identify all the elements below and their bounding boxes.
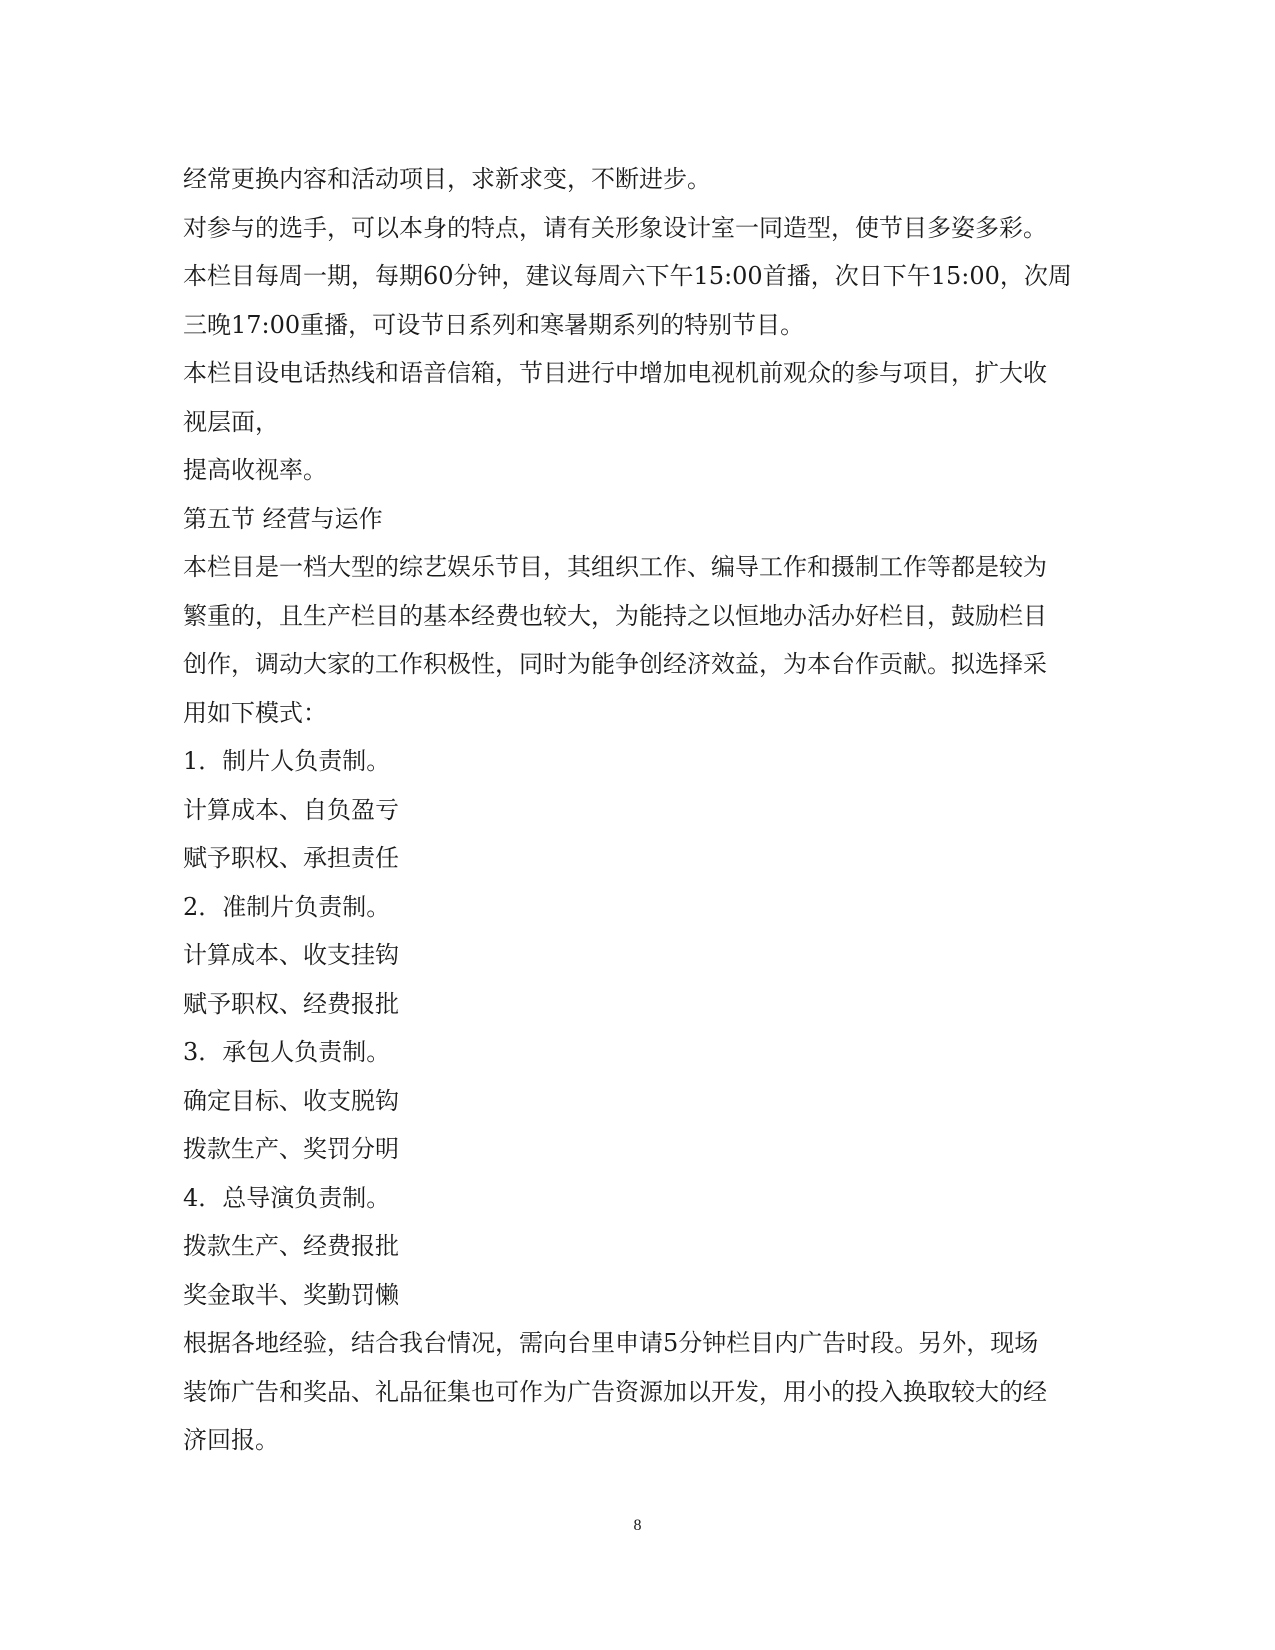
- text-line: 提高收视率。: [183, 456, 327, 484]
- text-line: 经常更换内容和活动项目，求新求变，不断进步。: [183, 165, 711, 193]
- text-line: 本栏目是一档大型的综艺娱乐节目，其组织工作、编导工作和摄制工作等都是较为: [183, 553, 1047, 581]
- text-line: 用如下模式：: [183, 698, 327, 727]
- list-item-heading: 4．总导演负责制。: [183, 1183, 391, 1212]
- text-line: 奖金取半、奖勤罚懒: [183, 1280, 399, 1309]
- text-line: 赋予职权、承担责任: [183, 844, 399, 872]
- text-line: 拨款生产、经费报批: [183, 1232, 399, 1260]
- text-line: 三晚17:00重播，可设节日系列和寒暑期系列的特别节目。: [183, 310, 805, 339]
- text-line: 对参与的选手，可以本身的特点，请有关形象设计室一同造型，使节目多姿多彩。: [183, 213, 1047, 242]
- text-line: 繁重的，且生产栏目的基本经费也较大，为能持之以恒地办活办好栏目，鼓励栏目: [183, 601, 1047, 630]
- document-body: [183, 155, 1083, 1465]
- text-line: 拨款生产、奖罚分明: [183, 1135, 399, 1163]
- text-line: 计算成本、收支挂钩: [183, 941, 399, 969]
- text-line: 本栏目设电话热线和语音信箱，节目进行中增加电视机前观众的参与项目，扩大收: [183, 359, 1047, 387]
- text-line: 确定目标、收支脱钩: [183, 1086, 399, 1115]
- list-item-heading: 1．制片人负责制。: [183, 747, 391, 775]
- text-line: 计算成本、自负盈亏: [183, 795, 399, 824]
- section-heading: 第五节 经营与运作: [183, 504, 383, 533]
- list-item-heading: 2．准制片负责制。: [183, 892, 391, 921]
- text-line: 根据各地经验，结合我台情况，需向台里申请5分钟栏目内广告时段。另外，现场: [183, 1329, 1039, 1357]
- list-item-heading: 3．承包人负责制。: [183, 1038, 391, 1066]
- text-line: 本栏目每周一期，每期60分钟，建议每周六下午15:00首播，次日下午15:00，次周: [183, 262, 1072, 290]
- text-line: 装饰广告和奖品、礼品征集也可作为广告资源加以开发，用小的投入换取较大的经: [183, 1377, 1047, 1406]
- text-line: 视层面，: [183, 407, 279, 436]
- text-line: 济回报。: [183, 1426, 279, 1454]
- page-number: 8: [633, 1517, 642, 1534]
- text-line: 赋予职权、经费报批: [183, 989, 399, 1018]
- text-line: 创作，调动大家的工作积极性，同时为能争创经济效益，为本台作贡献。拟选择采: [183, 650, 1047, 678]
